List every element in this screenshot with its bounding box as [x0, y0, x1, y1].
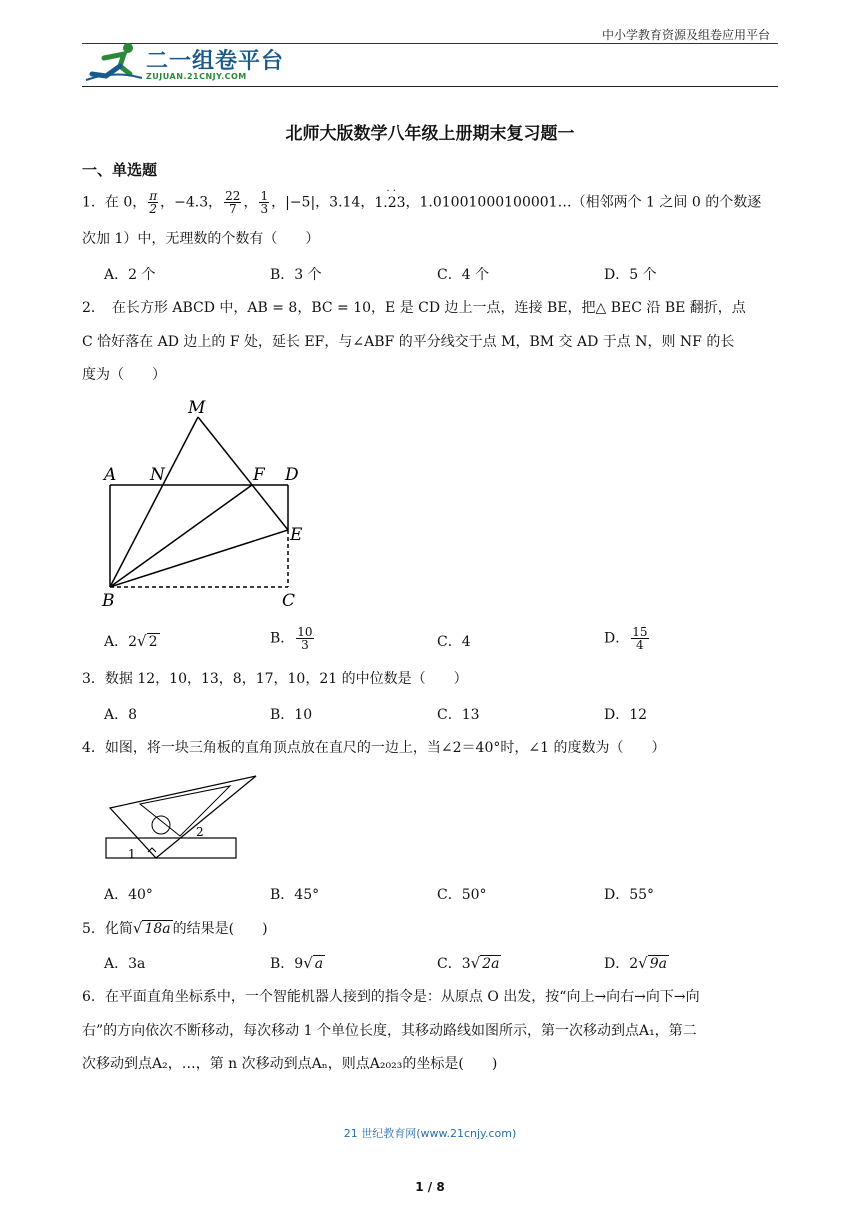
q4-option-a[interactable]: A．40° — [104, 887, 153, 903]
q6-line3: 次移动到点A₂，…，第 n 次移动到点Aₙ，则点A₂₀₂₃的坐标是( ) — [82, 1056, 498, 1072]
q2-option-a-radicand: 2 — [148, 634, 158, 650]
q1-repeating-decimal — [374, 185, 406, 213]
q3-text: 3．数据 12，10，13，8，17，10，21 的中位数是（ ） — [82, 671, 468, 687]
q6-line1: 6．在平面直角坐标系中，一个智能机器人接到的指令是：从原点 O 出发，按“向上→向右→向下→向 — [82, 989, 700, 1005]
q5-radicand: 18a — [144, 921, 171, 937]
q3-option-a[interactable]: A．8 — [104, 707, 138, 723]
q4-text: 4．如图，将一块三角板的直角顶点放在直尺的一边上，当∠2＝40°时，∠1 的度数为（ ） — [82, 740, 666, 756]
q5-option-d-radicand: 9a — [649, 956, 667, 972]
q2-line2: C 恰好落在 AD 边上的 F 处，延长 EF，与∠ABF 的平分线交于点 M，BM 交 AD 于点 N，则 NF 的长 — [82, 334, 735, 350]
angle-2-label: 2 — [196, 825, 204, 839]
q1-option-a[interactable]: A．2 个 — [104, 267, 156, 283]
platform-name: 中小学教育资源及组卷应用平台 — [601, 28, 770, 42]
logo-subtext: ZUJUAN.21CNJY.COM — [146, 72, 247, 81]
q1-text-mid1: ，−4.3， — [160, 194, 223, 211]
logo-text: 二一组卷平台 — [146, 49, 285, 74]
label-c: C — [282, 591, 296, 611]
radical-sign: √ — [470, 954, 481, 972]
label-f: F — [253, 465, 265, 485]
q1-option-d[interactable]: D．5 个 — [604, 267, 657, 283]
q6-line2: 右”的方向依次不断移动，每次移动 1 个单位长度，其移动路线如图所示，第一次移动到点A₁，第二 — [82, 1023, 697, 1039]
q2-option-b-den: 3 — [301, 638, 309, 652]
q2-option-d-num: 15 — [632, 625, 648, 639]
q1-text-mid2: ， — [243, 194, 258, 211]
q1-frac-22-num: 22 — [225, 189, 241, 203]
q1-text-post: ，1.01001000100001…（相邻两个 1 之间 0 的个数逐 — [405, 194, 762, 211]
q1-frac-pi-num: π — [149, 189, 158, 203]
q2-geometry-figure — [96, 392, 316, 614]
q5-option-c-radicand: 2a — [482, 956, 500, 972]
q5-text — [82, 918, 268, 939]
q1-number: 1． — [82, 194, 105, 211]
q1-frac-1-3 — [259, 190, 269, 215]
q5-option-b-coeff: B．9 — [270, 956, 304, 972]
section-heading: 一、单选题 — [82, 161, 158, 179]
radical-sign: √ — [303, 954, 313, 972]
q2-option-d-frac — [631, 626, 648, 651]
q1-frac-22-7 — [224, 190, 241, 215]
q1-option-c[interactable]: C．4 个 — [437, 267, 490, 283]
q1-repeating-value: 1.23 — [374, 194, 406, 211]
q1-frac-pi — [148, 190, 158, 215]
q5-option-b-radicand: a — [314, 956, 324, 972]
q2-option-a[interactable] — [104, 631, 160, 651]
q5-option-d-coeff: D．2 — [604, 956, 639, 972]
q1-frac-pi-den: 2 — [149, 202, 158, 216]
q2-option-d-prefix: D． — [604, 630, 630, 647]
q1-line2: 次加 1）中，无理数的个数有（ ） — [82, 231, 320, 247]
q4-option-b[interactable]: B．45° — [270, 887, 320, 903]
q3-option-d[interactable]: D．12 — [604, 707, 648, 723]
q1-frac-7-den: 7 — [228, 202, 237, 216]
q3-option-c[interactable]: C．13 — [437, 707, 480, 723]
q2-option-b-prefix: B． — [270, 630, 295, 647]
q2-line3: 度为（ ） — [82, 367, 166, 383]
label-m: M — [188, 398, 206, 418]
radical-sign: √ — [132, 919, 143, 937]
logo-runner-icon — [84, 40, 144, 88]
q2-option-b[interactable] — [270, 626, 316, 651]
page-number: 1 / 8 — [415, 1180, 445, 1194]
q2-line1: 2． 在长方形 ABCD 中，AB = 8，BC = 10，E 是 CD 边上一点，连接 BE，把△ BEC 沿 BE 翻折，点 — [82, 300, 746, 316]
q5-option-d[interactable] — [604, 953, 669, 973]
q1-frac-3-den: 3 — [260, 202, 269, 216]
label-b: B — [102, 591, 115, 611]
q5-text-pre: 5．化简 — [82, 921, 133, 937]
q2-option-a-coeff: A．2 — [104, 634, 138, 650]
q2-option-b-frac — [296, 626, 313, 651]
q1-line1 — [82, 185, 762, 216]
q2-option-c[interactable]: C．4 — [437, 634, 471, 650]
q1-text-pre: 在 0， — [104, 194, 147, 211]
q3-option-b[interactable]: B．10 — [270, 707, 313, 723]
q5-option-a[interactable]: A．3a — [104, 956, 146, 972]
q1-option-b[interactable]: B．3 个 — [270, 267, 322, 283]
q5-option-b[interactable] — [270, 953, 325, 973]
label-d: D — [285, 465, 299, 485]
angle-1-label: 1 — [128, 847, 136, 861]
label-e: E — [290, 525, 303, 545]
q4-triangle-ruler-figure — [100, 772, 260, 864]
q1-repeat-dots: · · — [386, 185, 396, 197]
q2-option-d-den: 4 — [636, 638, 644, 652]
q4-option-c[interactable]: C．50° — [437, 887, 487, 903]
q5-text-post: 的结果是( ) — [172, 921, 268, 937]
header-bottom-divider — [82, 86, 778, 87]
q2-option-b-num: 10 — [297, 625, 313, 639]
radical-sign: √ — [638, 954, 648, 972]
footer-link[interactable]: 21 世纪教育网(www.21cnjy.com) — [343, 1127, 517, 1140]
radical-sign: √ — [137, 632, 147, 650]
q2-option-d[interactable] — [604, 626, 651, 651]
label-n: N — [150, 465, 165, 485]
q5-option-c[interactable] — [437, 953, 501, 973]
q1-text-mid3: ，|−5|，3.14， — [271, 194, 375, 211]
page-title: 北师大版数学八年级上册期末复习题一 — [285, 124, 575, 144]
q5-option-c-coeff: C．3 — [437, 956, 471, 972]
label-a: A — [104, 465, 117, 485]
q4-option-d[interactable]: D．55° — [604, 887, 655, 903]
q1-frac-1-num: 1 — [260, 189, 269, 203]
